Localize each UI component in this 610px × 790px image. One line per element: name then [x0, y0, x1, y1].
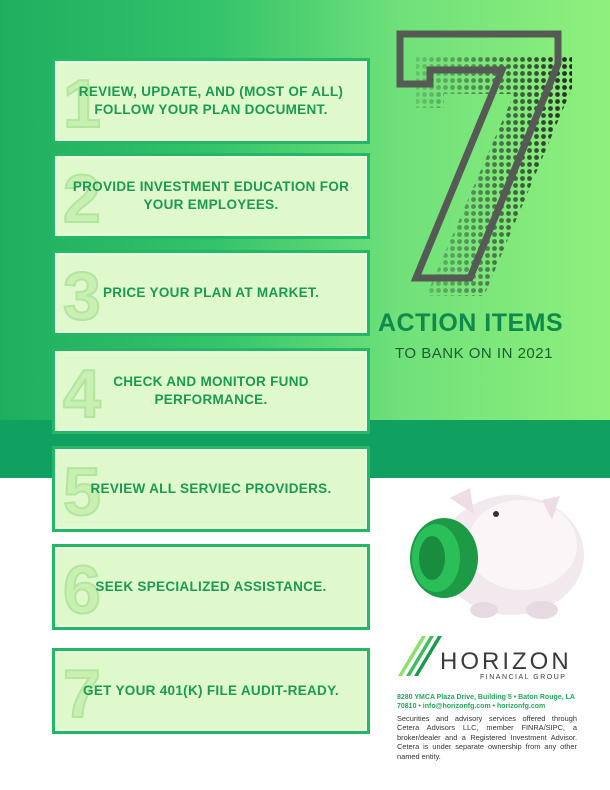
card-text: REVIEW, UPDATE, AND (MOST OF ALL) FOLLOW YOUR PLAN DOCUMENT. [78, 84, 344, 117]
card-number: 5 [63, 454, 101, 530]
action-card-7 [52, 648, 370, 734]
card-number: 7 [63, 656, 101, 732]
card-text: PRICE YOUR PLAN AT MARKET. [102, 285, 320, 300]
action-card-3 [52, 250, 370, 336]
action-card-5 [52, 446, 370, 532]
big-seven-graphic [386, 28, 582, 304]
card-text: PROVIDE INVESTMENT EDUCATION FOR YOUR EMPLOYEES. [72, 179, 350, 212]
card-text: REVIEW ALL SERVIEC PROVIDERS. [90, 481, 332, 496]
page-title: ACTION ITEMS [378, 309, 564, 337]
logo-wordmark: HORIZON [440, 648, 572, 675]
card-text: SEEK SPECIALIZED ASSISTANCE. [95, 579, 327, 594]
card-number: 1 [63, 66, 101, 142]
card-number: 2 [63, 161, 101, 237]
piggy-bank-image [392, 470, 592, 630]
disclaimer-text: Securities and advisory services offered through Cetera Advisors LLC, member FINRA/SIPC, a broker/dealer and a Registered Investment Advisor. Cetera is under separate ownership from any other named entity. [397, 714, 577, 761]
logo-tagline: FINANCIAL GROUP [480, 674, 567, 681]
action-card-4 [52, 348, 370, 434]
card-text: CHECK AND MONITOR FUND PERFORMANCE. [113, 374, 309, 407]
card-number: 4 [63, 356, 101, 432]
page-subtitle: TO BANK ON IN 2021 [395, 345, 553, 362]
action-card-1 [52, 58, 370, 144]
card-text: GET YOUR 401(K) FILE AUDIT-READY. [83, 683, 339, 698]
contact-address: 8280 YMCA Plaza Drive, Building 5 • Baton Rouge, LA 70810 • info@horizonfg.com • horizonfg.com [397, 694, 575, 710]
action-card-6 [52, 544, 370, 630]
card-number: 3 [63, 258, 101, 334]
action-card-2 [52, 153, 370, 239]
card-number: 6 [63, 552, 101, 628]
